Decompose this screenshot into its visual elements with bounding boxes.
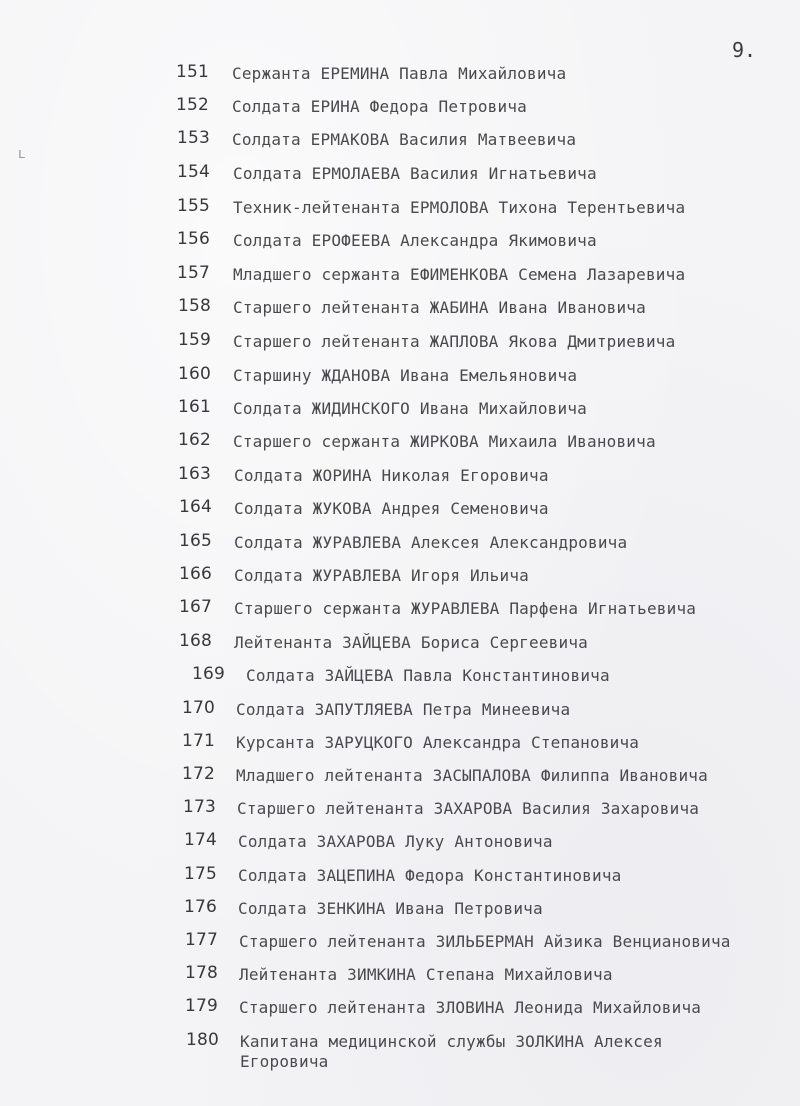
entry-text: Солдата ЖУРАВЛЕВА Алексея Александровича: [234, 533, 628, 552]
entry-text: Старшего лейтенанта ЗЛОВИНА Леонида Михайловича: [239, 998, 702, 1017]
entry-number: 180: [186, 1030, 220, 1050]
entry-text: Старшего лейтенанта ЖАБИНА Ивана Ивановича: [233, 298, 646, 317]
entry-number: 155: [177, 196, 211, 216]
entry-text: Лейтенанта ЗИМКИНА Степана Михайловича: [239, 965, 613, 984]
entry-text: Сержанта ЕРЕМИНА Павла Михайловича: [232, 64, 567, 83]
entry-text: Солдата ЕРОФЕЕВА Александра Якимовича: [233, 231, 597, 250]
entry-text: Солдата ЕРМАКОВА Василия Матвеевича: [232, 130, 577, 149]
entry-number: 152: [176, 95, 210, 115]
entry-number: 171: [182, 731, 216, 751]
entry-text: Техник-лейтенанта ЕРМОЛОВА Тихона Терентьевича: [233, 198, 686, 217]
entry-number: 160: [178, 364, 212, 384]
entry-text: Солдата ЕРМОЛАЕВА Василия Игнатьевича: [233, 164, 597, 183]
entry-number: 177: [185, 930, 219, 950]
entry-number: 178: [185, 963, 219, 983]
entry-number: 174: [184, 830, 218, 850]
entry-number: 176: [184, 897, 218, 917]
entry-text: Солдата ЕРИНА Федора Петровича: [232, 97, 527, 116]
entry-number: 167: [179, 597, 213, 617]
entry-text: Солдата ЖУРАВЛЕВА Игоря Ильича: [234, 566, 529, 585]
entry-number: 157: [177, 263, 211, 283]
entry-text: Солдата ЗАХАРОВА Луку Антоновича: [238, 832, 553, 851]
entry-text: Старшего лейтенанта ЗАХАРОВА Василия Захаровича: [237, 799, 700, 818]
entry-text: Младшего сержанта ЕФИМЕНКОВА Семена Лазаревича: [233, 265, 686, 284]
entry-number: 158: [178, 296, 212, 316]
entry-number: 154: [177, 162, 211, 182]
entry-number: 166: [179, 564, 213, 584]
entry-number: 170: [182, 698, 216, 718]
entry-number: 153: [177, 128, 211, 148]
entry-number: 179: [185, 996, 219, 1016]
entry-text: Солдата ЖОРИНА Николая Егоровича: [234, 466, 549, 485]
entry-text: Солдата ЗАПУТЛЯЕВА Петра Минеевича: [236, 700, 571, 719]
entry-number: 161: [178, 397, 212, 417]
entry-text: Солдата ЗАЙЦЕВА Павла Константиновича: [246, 666, 610, 685]
margin-mark: ʟ: [18, 146, 26, 162]
entry-text: Солдата ЗЕНКИНА Ивана Петровича: [238, 899, 543, 918]
entry-number: 169: [192, 664, 226, 684]
entry-number: 175: [184, 864, 218, 884]
page-number: 9.: [732, 38, 757, 62]
entry-number: 172: [182, 764, 216, 784]
entry-text: Старшего лейтенанта ЗИЛЬБЕРМАН Айзика Венциановича: [239, 932, 731, 951]
entry-text: Капитана медицинской службы ЗОЛКИНА Алексея: [240, 1032, 663, 1051]
entry-text: Лейтенанта ЗАЙЦЕВА Бориса Сергеевича: [234, 633, 588, 652]
entry-text: Солдата ЖУКОВА Андрея Семеновича: [234, 499, 549, 518]
entry-continuation: Егоровича: [240, 1052, 329, 1071]
entry-text: Старшего лейтенанта ЖАПЛОВА Якова Дмитриевича: [233, 332, 676, 351]
entry-number: 173: [183, 797, 217, 817]
entry-number: 165: [179, 531, 213, 551]
entry-text: Солдата ЗАЦЕПИНА Федора Константиновича: [238, 866, 622, 885]
entry-text: Курсанта ЗАРУЦКОГО Александра Степановича: [236, 733, 640, 752]
entry-text: Младшего лейтенанта ЗАСЫПАЛОВА Филиппа Ивановича: [236, 766, 708, 785]
entry-text: Старшего сержанта ЖУРАВЛЕВА Парфена Игнатьевича: [234, 599, 697, 618]
entry-number: 159: [178, 330, 212, 350]
entry-number: 162: [178, 430, 212, 450]
entry-text: Солдата ЖИДИНСКОГО Ивана Михайловича: [233, 399, 587, 418]
entry-number: 164: [179, 497, 213, 517]
entry-number: 151: [176, 62, 210, 82]
entry-text: Старшего сержанта ЖИРКОВА Михаила Ивановича: [233, 432, 656, 451]
entry-number: 168: [179, 631, 213, 651]
entry-number: 156: [177, 229, 211, 249]
entry-number: 163: [178, 464, 212, 484]
entry-text: Старшину ЖДАНОВА Ивана Емельяновича: [233, 366, 578, 385]
